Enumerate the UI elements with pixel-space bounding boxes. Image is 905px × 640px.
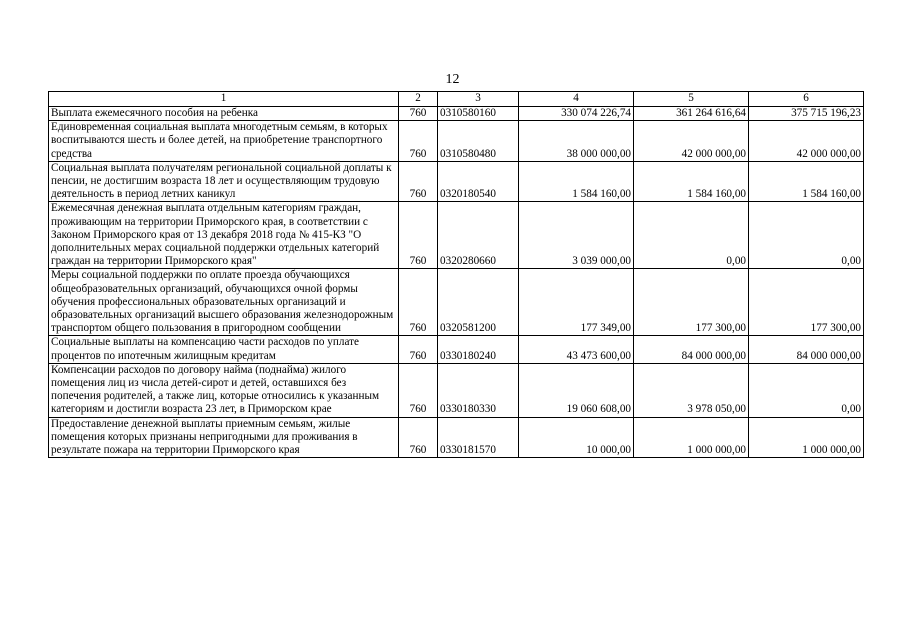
row-name: Компенсации расходов по договору найма (поднайма) жилого помещения лиц из числа детей-сирот и детей, оставшихся без попечения родителей, а также лиц, которые относились к указанным категориям и достигли возраста 23 лет, в Приморском крае [49, 363, 399, 417]
row-code: 760 [399, 202, 438, 269]
row-value-year2: 0,00 [634, 202, 749, 269]
row-value-year3: 1 000 000,00 [749, 417, 864, 458]
column-header: 4 [519, 92, 634, 107]
column-header: 2 [399, 92, 438, 107]
table-row [49, 417, 864, 458]
row-name: Выплата ежемесячного пособия на ребенка [49, 107, 399, 121]
row-code: 760 [399, 161, 438, 202]
row-target-item: 0320180540 [438, 161, 519, 202]
row-value-year1: 19 060 608,00 [519, 363, 634, 417]
header-row [49, 92, 864, 107]
row-value-year1: 330 074 226,74 [519, 107, 634, 121]
row-name: Предоставление денежной выплаты приемным семьям, жилые помещения которых признаны непригодными для проживания в результате пожара на территории Приморского края [49, 417, 399, 458]
row-target-item: 0320280660 [438, 202, 519, 269]
row-value-year3: 42 000 000,00 [749, 121, 864, 162]
row-value-year3: 0,00 [749, 363, 864, 417]
table-row [49, 363, 864, 417]
row-value-year3: 0,00 [749, 202, 864, 269]
row-value-year3: 84 000 000,00 [749, 336, 864, 363]
row-value-year2: 1 584 160,00 [634, 161, 749, 202]
table-row [49, 107, 864, 121]
row-value-year3: 375 715 196,23 [749, 107, 864, 121]
row-value-year1: 38 000 000,00 [519, 121, 634, 162]
row-value-year1: 1 584 160,00 [519, 161, 634, 202]
row-code: 760 [399, 417, 438, 458]
row-target-item: 0320581200 [438, 269, 519, 336]
page-number: 12 [445, 72, 460, 87]
table-row [49, 336, 864, 363]
table-row [49, 269, 864, 336]
row-name: Ежемесячная денежная выплата отдельным категориям граждан, проживающим на территории Приморского края, в соответствии с Законом Приморского края от 13 декабря 2018 года № 415-КЗ "О дополнительных мерах социальной поддержки отдельных категорий граждан на территории Приморского края" [49, 202, 399, 269]
column-header: 3 [438, 92, 519, 107]
column-header: 6 [749, 92, 864, 107]
table-row [49, 121, 864, 162]
row-value-year3: 177 300,00 [749, 269, 864, 336]
row-value-year1: 3 039 000,00 [519, 202, 634, 269]
row-name: Социальная выплата получателям региональной социальной доплаты к пенсии, не достигшим возраста 18 лет и осуществляющим трудовую деятельность в период летних каникул [49, 161, 399, 202]
row-name: Единовременная социальная выплата многодетным семьям, в которых воспитываются шесть и более детей, на приобретение транспортного средства [49, 121, 399, 162]
table-row [49, 161, 864, 202]
row-value-year1: 10 000,00 [519, 417, 634, 458]
row-name: Меры социальной поддержки по оплате проезда обучающихся общеобразовательных организаций, обучающихся очной формы обучения профессиональных образовательных организаций и образовательных организаций высшего образования железнодорожным транспортом общего пользования в пригородном сообщении [49, 269, 399, 336]
row-name: Социальные выплаты на компенсацию части расходов по уплате процентов по ипотечным жилищным кредитам [49, 336, 399, 363]
column-header: 5 [634, 92, 749, 107]
row-target-item: 0330180240 [438, 336, 519, 363]
row-value-year2: 177 300,00 [634, 269, 749, 336]
row-code: 760 [399, 269, 438, 336]
row-value-year1: 177 349,00 [519, 269, 634, 336]
row-value-year2: 1 000 000,00 [634, 417, 749, 458]
row-value-year2: 3 978 050,00 [634, 363, 749, 417]
row-target-item: 0330180330 [438, 363, 519, 417]
row-value-year2: 42 000 000,00 [634, 121, 749, 162]
row-target-item: 0330181570 [438, 417, 519, 458]
column-header: 1 [49, 92, 399, 107]
row-code: 760 [399, 363, 438, 417]
row-value-year3: 1 584 160,00 [749, 161, 864, 202]
row-code: 760 [399, 336, 438, 363]
row-code: 760 [399, 121, 438, 162]
table-row [49, 202, 864, 269]
row-target-item: 0310580480 [438, 121, 519, 162]
row-value-year1: 43 473 600,00 [519, 336, 634, 363]
row-value-year2: 361 264 616,64 [634, 107, 749, 121]
budget-table [48, 91, 864, 458]
row-value-year2: 84 000 000,00 [634, 336, 749, 363]
row-target-item: 0310580160 [438, 107, 519, 121]
row-code: 760 [399, 107, 438, 121]
